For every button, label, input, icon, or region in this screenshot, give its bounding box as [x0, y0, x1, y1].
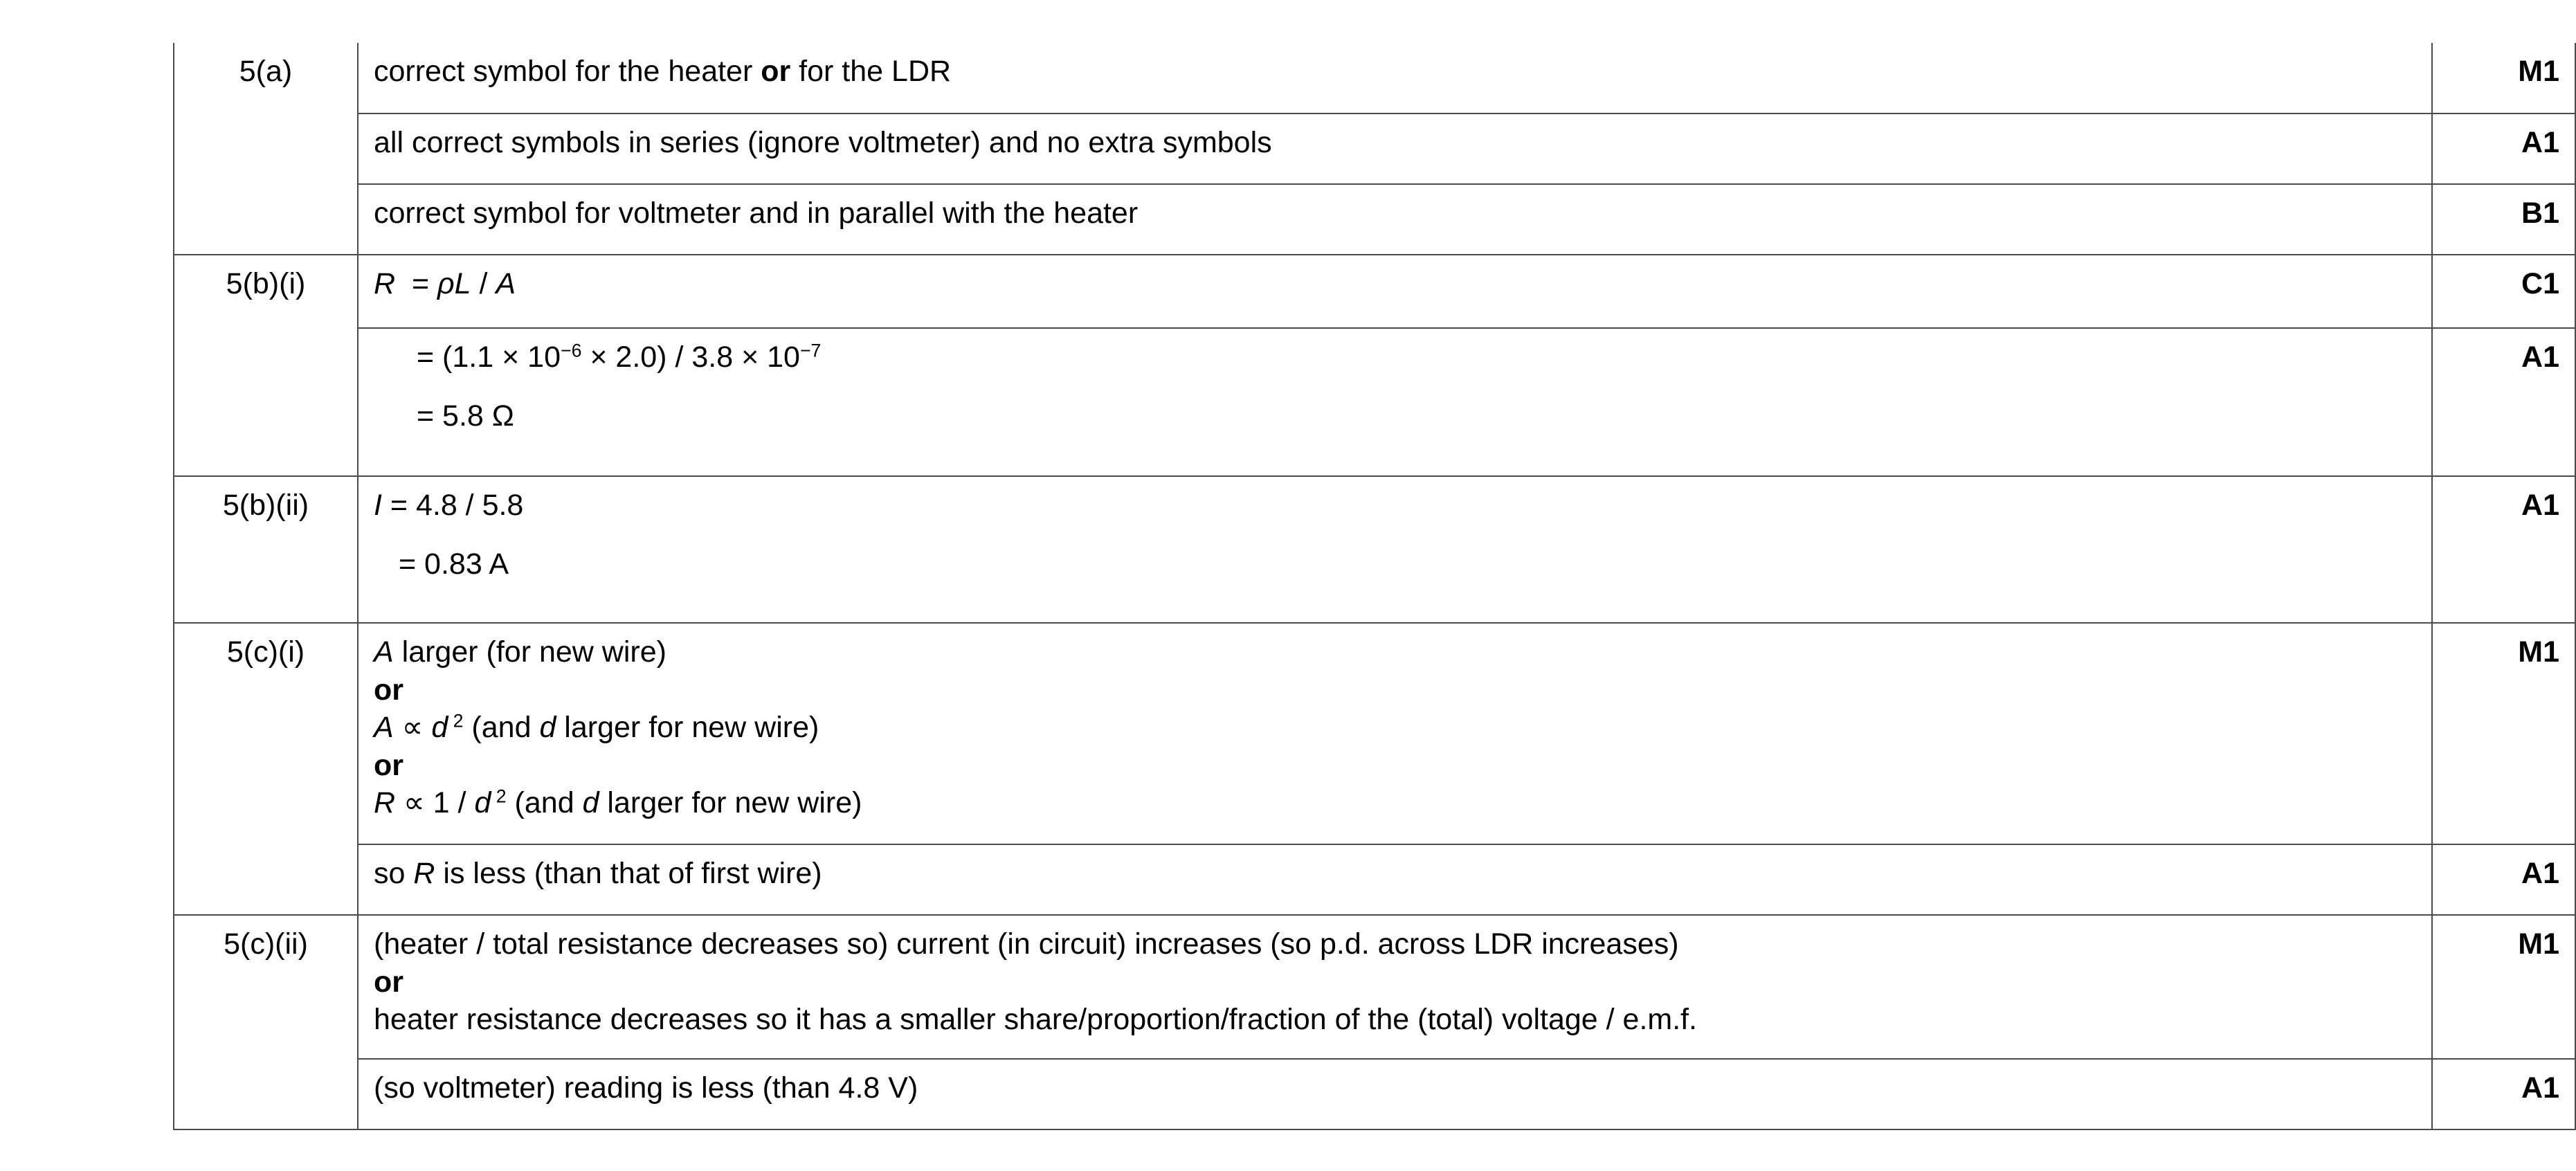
answer-cell: correct symbol for voltmeter and in parallel with the heater: [358, 184, 2432, 255]
mark-cell: M1: [2432, 915, 2575, 1059]
mark-cell: A1: [2432, 328, 2575, 476]
answer-cell: correct symbol for the heater or for the LDR: [358, 43, 2432, 114]
mark-scheme-table: [173, 43, 2576, 1130]
answer-cell: I = 4.8 / 5.8 = 0.83 A: [358, 476, 2432, 623]
table-row: [174, 184, 2575, 255]
table-row: [174, 476, 2575, 623]
table-row: [174, 623, 2575, 844]
question-number: 5(c)(ii): [174, 915, 358, 1129]
table-row: [174, 328, 2575, 476]
mark-cell: M1: [2432, 43, 2575, 114]
question-number: 5(b)(ii): [174, 476, 358, 623]
answer-cell: (so voltmeter) reading is less (than 4.8 V): [358, 1059, 2432, 1129]
question-number: 5(b)(i): [174, 255, 358, 476]
answer-cell: A larger (for new wire) or A ∝ d $^2$ (and d larger for new wire) or R ∝ 1 / d $^2$ (and d larger for new wire): [358, 623, 2432, 844]
mark-cell: A1: [2432, 1059, 2575, 1129]
answer-cell: (heater / total resistance decreases so) current (in circuit) increases (so p.d. across LDR increases) or heater resistance decreases so it has a smaller share/proportion/fraction of the (total) voltage / e.m.f.: [358, 915, 2432, 1059]
mark-cell: A1: [2432, 114, 2575, 184]
answer-cell: = $(1.1 \times 10^{-6} \times 2.0) / 3.8 \times 10^{-7}$ = 5.8 Ω: [358, 328, 2432, 476]
table-row: [174, 255, 2575, 328]
mark-cell: C1: [2432, 255, 2575, 328]
table-row: [174, 844, 2575, 915]
table-row: [174, 1059, 2575, 1129]
table-row: [174, 915, 2575, 1059]
mark-cell: A1: [2432, 476, 2575, 623]
answer-cell: so R is less (than that of first wire): [358, 844, 2432, 915]
answer-cell: R = ρL / A: [358, 255, 2432, 328]
mark-cell: A1: [2432, 844, 2575, 915]
answer-cell: all correct symbols in series (ignore voltmeter) and no extra symbols: [358, 114, 2432, 184]
question-number: 5(c)(i): [174, 623, 358, 915]
table-row: [174, 114, 2575, 184]
question-number: 5(a): [174, 43, 358, 255]
table-row: [174, 43, 2575, 114]
mark-cell: B1: [2432, 184, 2575, 255]
mark-cell: M1: [2432, 623, 2575, 844]
